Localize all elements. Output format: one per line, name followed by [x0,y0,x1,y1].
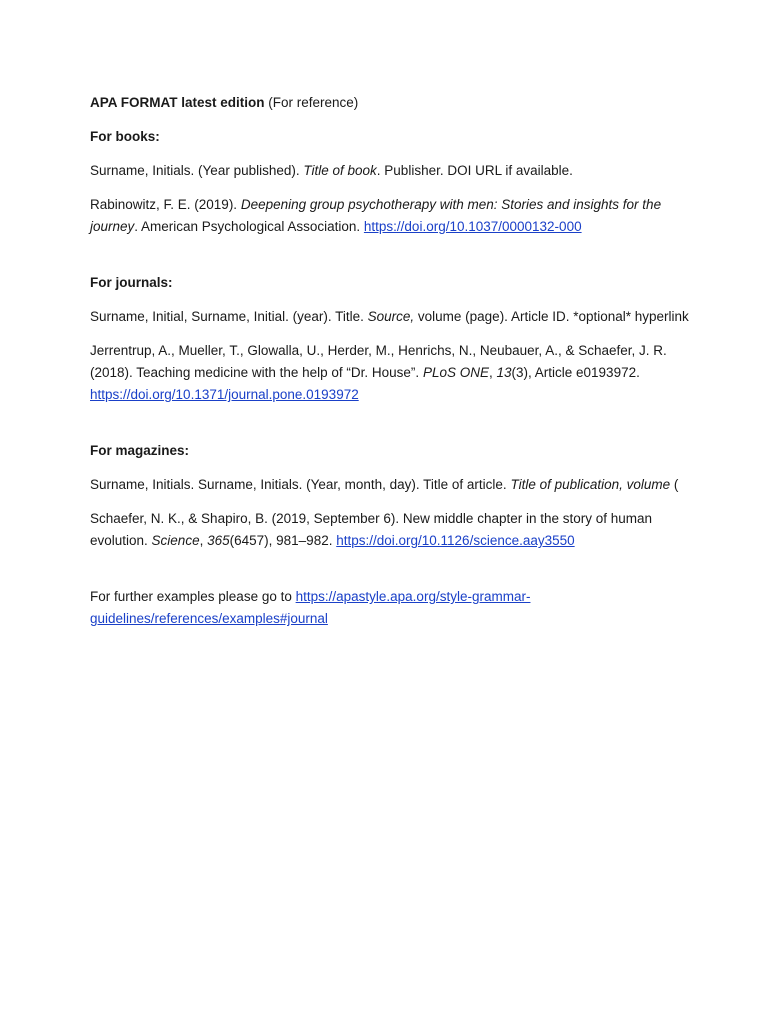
magazines-example [90,508,690,552]
further-examples [90,586,690,630]
books-heading: For books: [90,129,160,144]
books-format-part2: . Publisher. DOI URL if available. [376,163,573,178]
journals-format [90,306,690,328]
magazines-example-part1: Schaefer, N. K., & Shapiro, B. (2019, September 6). New middle chapter in the story of human evolution. [90,511,653,548]
magazines-format-publication: Title of publication, volume [510,477,671,492]
journals-example-doi-link[interactable]: https://doi.org/10.1371/journal.pone.0193972 [90,387,359,402]
magazines-format-part2: ( [670,477,679,492]
further-examples-text: For further examples please go to [90,589,296,604]
journals-heading: For journals: [90,275,173,290]
books-format-title: Title of book [303,163,377,178]
document-title [90,92,690,114]
books-example-part2: . American Psychological Association. [134,219,364,234]
magazines-heading: For magazines: [90,443,190,458]
journals-example [90,340,690,406]
journals-format-source: Source, [367,309,415,324]
books-format [90,160,690,182]
magazines-format-part1: Surname, Initials. Surname, Initials. (Year, month, day). Title of article. [90,477,511,492]
journals-example-journal: PLoS ONE [422,365,489,380]
journals-example-part1: Jerrentrup, A., Mueller, T., Glowalla, U., Herder, M., Henrichs, N., Neubauer, A., & Schaefer, J. R. (2018). Teaching medicine with the help of “Dr. House”. [90,343,667,380]
journals-format-part1: Surname, Initial, Surname, Initial. (year). Title. [90,309,368,324]
magazines-example-part2: (6457), 981–982. [229,533,337,548]
apastyle-examples-link[interactable]: https://apastyle.apa.org/style-grammar-guidelines/references/examples#journal [90,589,531,626]
magazines-format [90,474,690,496]
magazines-example-sep: , [199,533,208,548]
magazines-example-journal: Science [151,533,200,548]
title-note: (For reference) [264,95,359,110]
magazines-example-doi-link[interactable]: https://doi.org/10.1126/science.aay3550 [336,533,575,548]
journals-example-part2: (3), Article e0193972. [511,365,640,380]
books-example [90,194,690,238]
magazines-example-volume: 365 [207,533,230,548]
books-example-title: Deepening group psychotherapy with men: Stories and insights for the journey [90,197,662,234]
journals-example-sep: , [488,365,497,380]
journals-example-volume: 13 [496,365,512,380]
books-example-doi-link[interactable]: https://doi.org/10.1037/0000132-000 [363,219,582,234]
books-format-part1: Surname, Initials. (Year published). [90,163,304,178]
journals-format-part2: volume (page). Article ID. *optional* hyperlink [414,309,689,324]
title-bold: APA FORMAT latest edition [90,95,265,110]
books-example-part1: Rabinowitz, F. E. (2019). [90,197,241,212]
document-body [90,92,690,630]
